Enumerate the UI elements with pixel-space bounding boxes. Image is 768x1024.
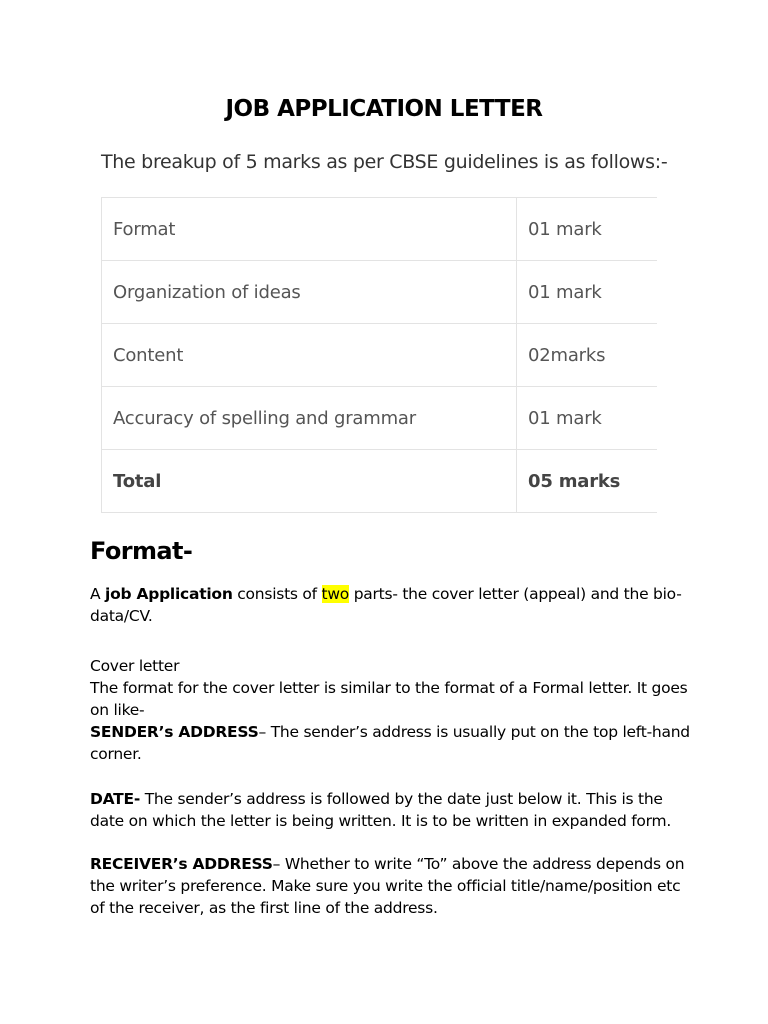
marks-intro: The breakup of 5 marks as per CBSE guidelines is as follows:- <box>101 151 668 173</box>
sender-text: – The sender’s address is usually put on the top left-hand corner. <box>90 723 690 763</box>
date-label: DATE- <box>90 790 141 808</box>
marks-cell: 01 mark <box>517 387 658 450</box>
format-paragraph <box>90 583 690 627</box>
sender-address-item <box>90 721 690 765</box>
receiver-text: – Whether to write “To” above the address depends on the writer’s preference. Make sure you write the official title/name/position etc of the receiver, as the first line of the address. <box>90 855 685 917</box>
criterion-cell: Format <box>102 198 517 261</box>
receiver-label: RECEIVER’s ADDRESS <box>90 855 273 873</box>
text-run: A <box>90 585 106 603</box>
table-row <box>102 387 658 450</box>
criterion-cell: Content <box>102 324 517 387</box>
date-text: The sender’s address is followed by the date just below it. This is the date on which the letter is being written. It is to be written in expanded form. <box>90 790 672 830</box>
table-row <box>102 198 658 261</box>
marks-cell: 01 mark <box>517 261 658 324</box>
document-title: JOB APPLICATION LETTER <box>225 96 543 122</box>
criterion-cell: Accuracy of spelling and grammar <box>102 387 517 450</box>
bold-term: job Application <box>105 585 233 603</box>
highlighted-word: two <box>321 585 350 603</box>
sender-label: SENDER’s ADDRESS <box>90 723 259 741</box>
marks-cell: 02marks <box>517 324 658 387</box>
cover-letter-text: The format for the cover letter is similar to the format of a Formal letter. It goes on like- <box>90 679 688 719</box>
criterion-cell: Organization of ideas <box>102 261 517 324</box>
table-row <box>102 261 658 324</box>
table-total-row <box>102 450 658 513</box>
total-label-cell: Total <box>102 450 517 513</box>
table-row <box>102 324 658 387</box>
total-marks-cell: 05 marks <box>517 450 658 513</box>
receiver-paragraph <box>90 853 690 919</box>
cover-letter-paragraph <box>90 655 690 765</box>
format-heading: Format- <box>90 537 193 565</box>
marks-table <box>101 197 657 513</box>
text-run: parts- the cover letter (appeal) and the bio-data/CV. <box>90 585 682 625</box>
marks-cell: 01 mark <box>517 198 658 261</box>
cover-letter-label: Cover letter <box>90 657 180 675</box>
text-run: consists of <box>232 585 322 603</box>
date-paragraph <box>90 788 690 832</box>
